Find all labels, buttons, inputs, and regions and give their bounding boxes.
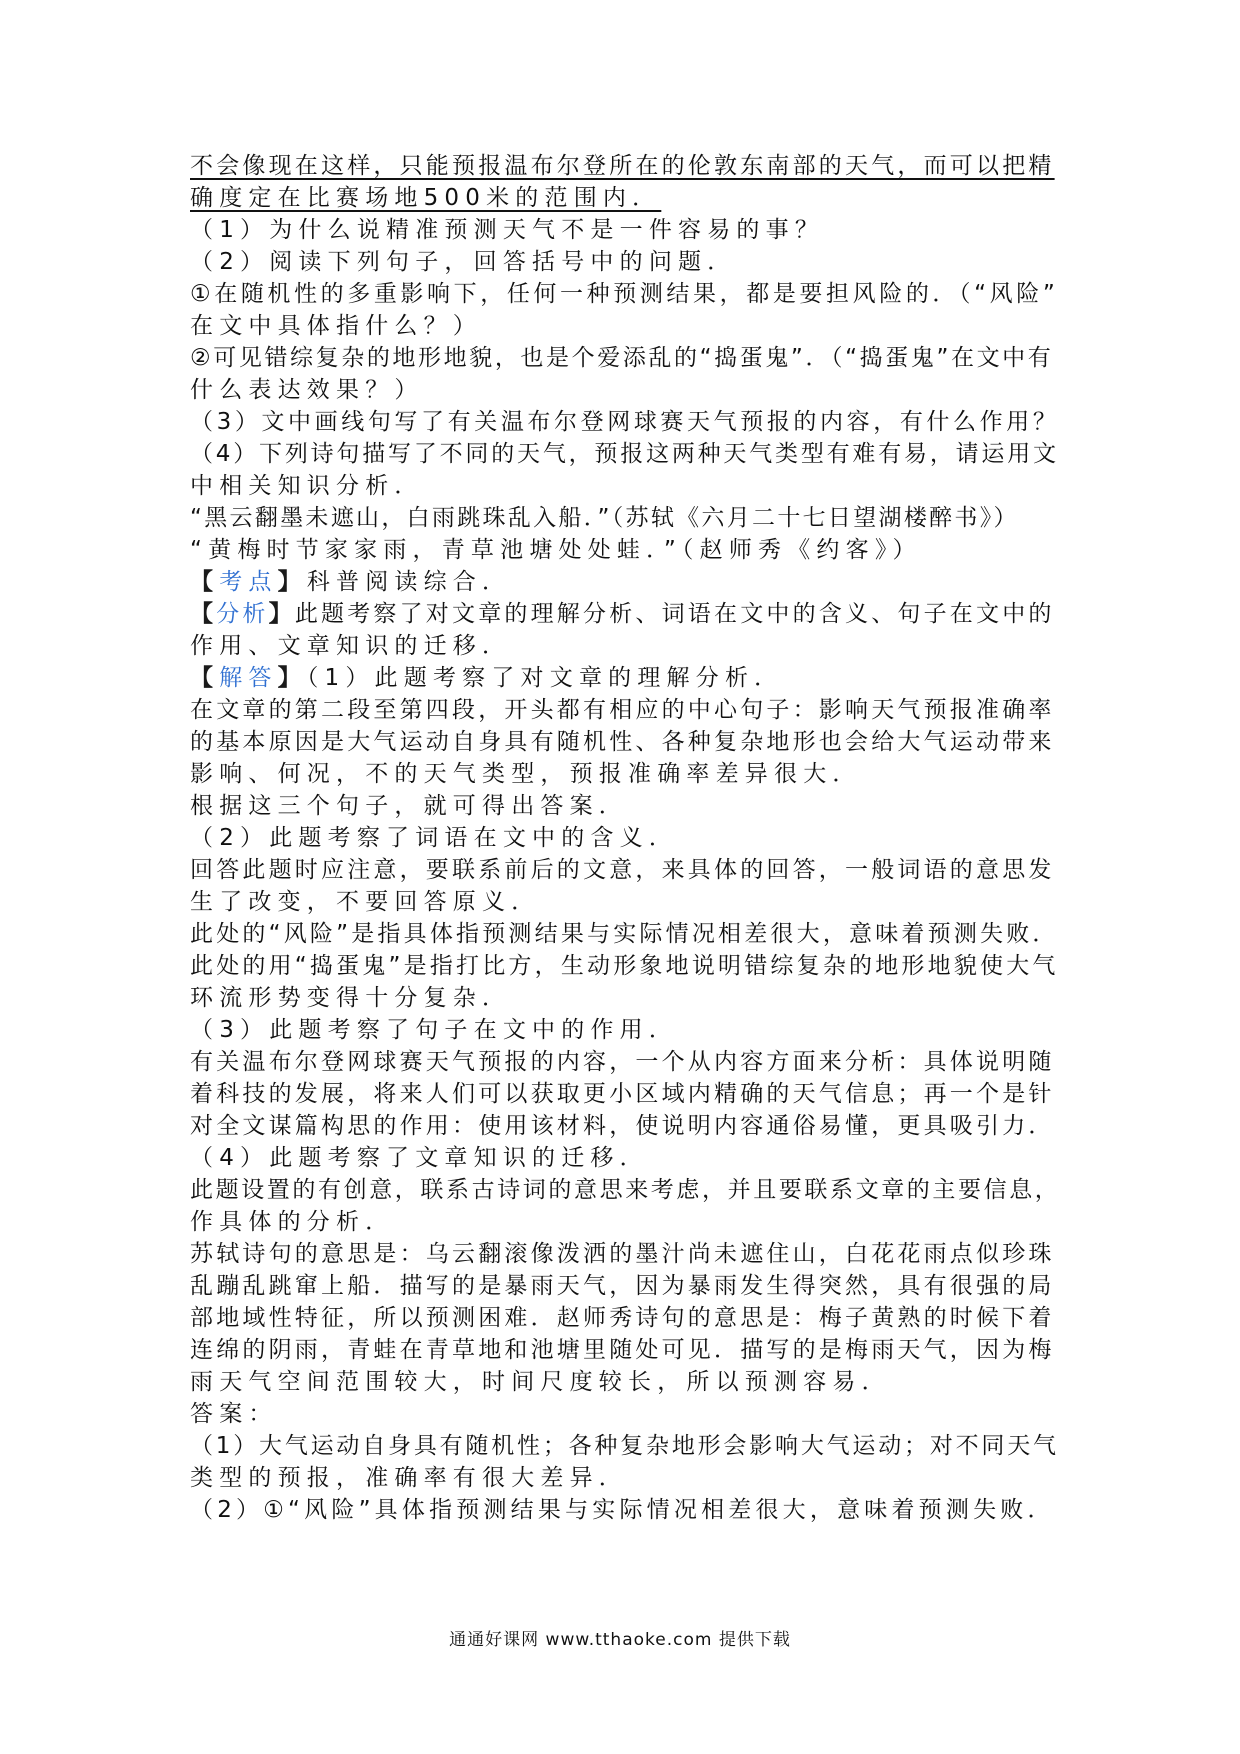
document-line [190, 630, 1060, 662]
document-line [190, 1430, 1060, 1462]
line-text: 的基本原因是大气运动自身具有随机性、各种复杂地形也会给大气运动带来 [190, 729, 1055, 755]
document-line [190, 1334, 1060, 1366]
line-text: 根据这三个句子，就可得出答案． [190, 793, 628, 819]
line-text: 有关温布尔登网球赛天气预报的内容，一个从内容方面来分析：具体说明随 [190, 1049, 1055, 1075]
document-line [190, 1142, 1060, 1174]
line-text: 科普阅读综合． [306, 569, 512, 595]
document-line [190, 1238, 1060, 1270]
line-text: 中相关知识分析． [190, 473, 424, 499]
document-line [190, 1174, 1060, 1206]
document-line [190, 1206, 1060, 1238]
document-line [190, 566, 1060, 598]
document-line [190, 470, 1060, 502]
line-text: 确度定在比赛场地500米的范围内． [190, 185, 662, 211]
document-line [190, 1494, 1060, 1526]
document-line [190, 374, 1060, 406]
document-line [190, 1110, 1060, 1142]
line-text: （3）文中画线句写了有关温布尔登网球赛天气预报的内容，有什么作用？ [190, 409, 1060, 435]
document-line [190, 822, 1060, 854]
document-line [190, 758, 1060, 790]
document-line [190, 1078, 1060, 1110]
section-label: 【分析】 [190, 601, 295, 627]
line-text: 答案： [190, 1401, 278, 1427]
document-line [190, 438, 1060, 470]
line-text: 作用、文章知识的迁移． [190, 633, 512, 659]
document-line [190, 918, 1060, 950]
document-line [190, 342, 1060, 374]
line-text: 影响、何况，不的天气类型，预报准确率差异很大． [190, 761, 862, 787]
document-line [190, 278, 1060, 310]
line-text: （4）此题考察了文章知识的迁移． [190, 1145, 649, 1171]
document-line [190, 1366, 1060, 1398]
line-text: 连绵的阴雨，青蛙在青草地和池塘里随处可见．描写的是梅雨天气，因为梅 [190, 1337, 1055, 1363]
line-text: 此题设置的有创意，联系古诗词的意思来考虑，并且要联系文章的主要信息， [190, 1177, 1061, 1203]
document-line [190, 406, 1060, 438]
line-text: （3）此题考察了句子在文中的作用． [190, 1017, 679, 1043]
document-line [190, 502, 1060, 534]
line-text: （2）此题考察了词语在文中的含义． [190, 825, 679, 851]
document-line [190, 982, 1060, 1014]
section-label: 【考点】 [190, 569, 307, 595]
document-body [190, 150, 1060, 1526]
line-text: 此处的用“捣蛋鬼”是指打比方，生动形象地说明错综复杂的地形地貌使大气 [190, 953, 1059, 979]
line-text: 乱蹦乱跳窜上船．描写的是暴雨天气，因为暴雨发生得突然，具有很强的局 [190, 1273, 1055, 1299]
document-line [190, 1014, 1060, 1046]
line-text: （1）为什么说精准预测天气不是一件容易的事？ [190, 217, 825, 243]
document-line [190, 1462, 1060, 1494]
line-text: （2）阅读下列句子，回答括号中的问题． [190, 249, 737, 275]
page-footer: 通通好课网 www.tthaoke.com 提供下载 [449, 1630, 791, 1650]
line-text: “黑云翻墨未遮山，白雨跳珠乱入船．”（苏轼《六月二十七日望湖楼醉书》） [190, 505, 1019, 531]
document-line [190, 598, 1060, 630]
line-text: 雨天气空间范围较大，时间尺度较长，所以预测容易． [190, 1369, 891, 1395]
document-line [190, 886, 1060, 918]
line-text: 不会像现在这样，只能预报温布尔登所在的伦敦东南部的天气，而可以把精 [190, 153, 1055, 179]
document-line [190, 950, 1060, 982]
line-text: 对全文谋篇构思的作用：使用该材料，使说明内容通俗易懂，更具吸引力． [190, 1113, 1055, 1139]
line-text: （1）大气运动自身具有随机性；各种复杂地形会影响大气运动；对不同天气 [190, 1433, 1059, 1459]
line-text: 类型的预报，准确率有很大差异． [190, 1465, 628, 1491]
line-text: “黄梅时节家家雨，青草池塘处处蛙．”（赵师秀《约客》） [190, 537, 922, 563]
line-text: ②可见错综复杂的地形地貌，也是个爱添乱的“捣蛋鬼”．（“捣蛋鬼”在文中有 [190, 345, 1054, 371]
document-line [190, 310, 1060, 342]
line-text: 作具体的分析． [190, 1209, 395, 1235]
document-line [190, 150, 1060, 182]
document-line [190, 854, 1060, 886]
document-line [190, 1398, 1060, 1430]
line-text: （4）下列诗句描写了不同的天气，预报这两种天气类型有难有易，请运用文 [190, 441, 1059, 467]
line-text: 生了改变，不要回答原义． [190, 889, 541, 915]
line-text: 在文中具体指什么？） [190, 313, 482, 339]
line-text: 此题考察了对文章的理解分析、词语在文中的含义、句子在文中的 [294, 601, 1055, 627]
line-text: 部地域性特征，所以预测困难．赵师秀诗句的意思是：梅子黄熟的时候下着 [190, 1305, 1055, 1331]
document-line [190, 662, 1060, 694]
document-line [190, 1046, 1060, 1078]
section-label: 【解答】 [190, 665, 307, 691]
document-line [190, 790, 1060, 822]
document-line [190, 534, 1060, 566]
document-line [190, 1270, 1060, 1302]
document-line [190, 214, 1060, 246]
document-line [190, 1302, 1060, 1334]
document-line [190, 694, 1060, 726]
document-line [190, 726, 1060, 758]
line-text: 在文章的第二段至第四段，开头都有相应的中心句子：影响天气预报准确率 [190, 697, 1055, 723]
line-text: 着科技的发展，将来人们可以获取更小区域内精确的天气信息；再一个是针 [190, 1081, 1055, 1107]
line-text: 什么表达效果？） [190, 377, 424, 403]
line-text: ①在随机性的多重影响下，任何一种预测结果，都是要担风险的．（“风险” [190, 281, 1059, 307]
line-text: 苏轼诗句的意思是：乌云翻滚像泼洒的墨汁尚未遮住山，白花花雨点似珍珠 [190, 1241, 1055, 1267]
line-text: 环流形势变得十分复杂． [190, 985, 512, 1011]
line-text: 此处的“风险”是指具体指预测结果与实际情况相差很大，意味着预测失败． [190, 921, 1059, 947]
document-line [190, 246, 1060, 278]
line-text: 回答此题时应注意，要联系前后的文意，来具体的回答，一般词语的意思发 [190, 857, 1055, 883]
line-text: （2）①“风险”具体指预测结果与实际情况相差很大，意味着预测失败． [190, 1497, 1055, 1523]
document-line [190, 182, 1060, 214]
line-text: （1）此题考察了对文章的理解分析． [306, 665, 784, 691]
